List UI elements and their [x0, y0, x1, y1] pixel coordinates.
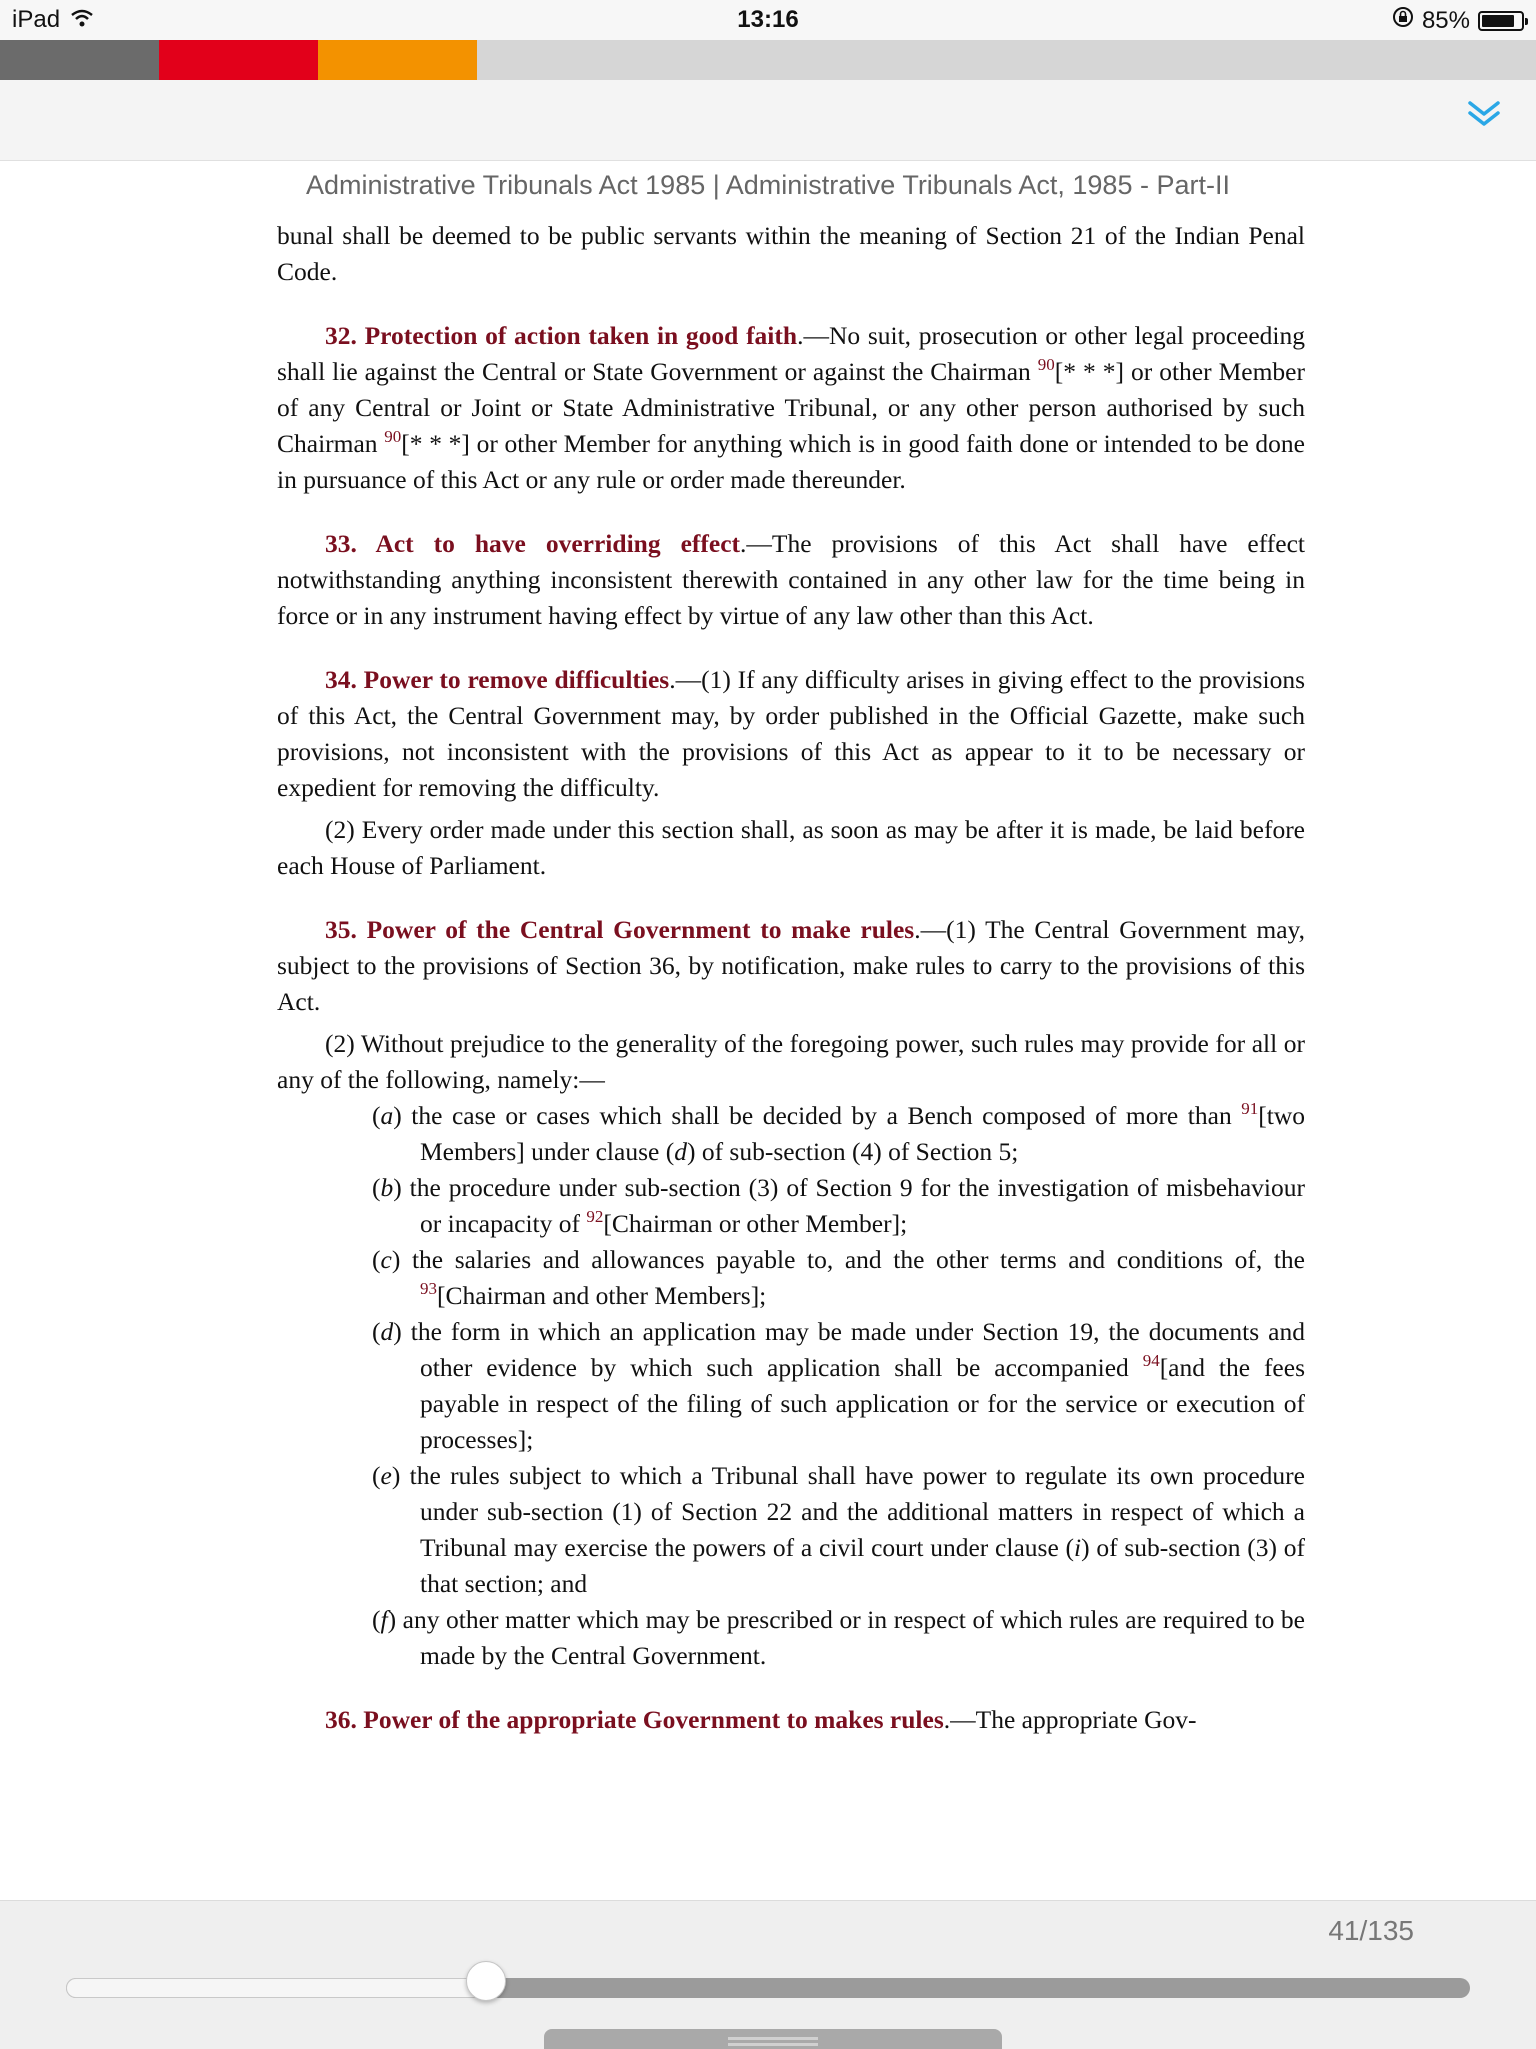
clock: 13:16 [737, 6, 799, 33]
clause-b: (b) the procedure under sub-section (3) of Section 9 for the investigation of misbehaviour or incapacity of $^{92}$[Chairman or other Member]; [372, 1173, 1305, 1238]
page-indicator: 41/135 [1328, 1915, 1414, 1946]
battery-icon [1478, 11, 1524, 31]
thumbnail-drawer-handle[interactable] [544, 2029, 1002, 2049]
tab-marker-red[interactable] [159, 40, 318, 80]
section-34-heading: 34. Power to remove difficulties [325, 665, 670, 694]
clause-e: (e) the rules subject to which a Tribunal shall have power to regulate its own procedure under sub-section (1) of Section 22 and the additional matters in respect of which a Tribunal may exercise the powers of a civil court under clause (i) of sub-section (3) of that section; and [372, 1461, 1305, 1598]
page-slider-thumb[interactable] [466, 1961, 506, 2001]
grip-icon [728, 2037, 818, 2040]
page-navigation-bar [0, 1900, 1536, 2049]
collapse-button[interactable] [1460, 90, 1508, 138]
clause-a: (a) the case or cases which shall be decided by a Bench composed of more than $^{91}$[two Members] under clause (d) of sub-section (4) of Section 5; [372, 1099, 1305, 1166]
footnote-ref-93[interactable]: 93 [420, 1279, 437, 1298]
section-35: 35. Power of the Central Government to make rules.—(1) The Central Government may, subject to the provisions of Section 36, by notification, make rules to carry to the provisions of this Act. [277, 915, 1305, 1016]
section-36: 36. Power of the appropriate Government to makes rules.—The appropriate Gov- [325, 1705, 1197, 1734]
tab-marker-orange[interactable] [318, 40, 477, 80]
page-slider-progress [66, 1978, 485, 1998]
clause-c: (c) the salaries and allowances payable to, and the other terms and conditions of, the $^{93}$[Chairman and other Members]; [372, 1245, 1305, 1310]
device-name: iPad [12, 6, 61, 33]
tab-marker-gray[interactable] [0, 40, 159, 80]
section-36-heading: 36. Power of the appropriate Government to makes rules [325, 1705, 944, 1734]
section-35-heading: 35. Power of the Central Government to make rules [325, 915, 915, 944]
section-33: 33. Act to have overriding effect.—The provisions of this Act shall have effect notwithstanding anything inconsistent therewith contained in any other law for the time being in force or in any instrument having effect by virtue of any law other than this Act. [277, 529, 1305, 630]
footnote-ref-92[interactable]: 92 [586, 1207, 604, 1226]
battery-percent: 85% [1421, 6, 1470, 34]
footnote-ref-90[interactable]: 90 [384, 427, 402, 446]
running-head: Administrative Tribunals Act 1985 | Administrative Tribunals Act, 1985 - Part-II [306, 170, 1230, 200]
page-slider[interactable] [66, 1978, 1470, 1998]
section-34-sub-2: (2) Every order made under this section shall, as soon as may be after it is made, be laid before each House of Parliament. [277, 815, 1305, 880]
section-32-heading: 32. Protection of action taken in good faith [325, 321, 798, 350]
footnote-ref-94[interactable]: 94 [1142, 1351, 1160, 1370]
footnote-ref-91[interactable]: 91 [1241, 1099, 1259, 1118]
document-page [277, 218, 1305, 1738]
section-35-sub-2: (2) Without prejudice to the generality of the foregoing power, such rules may provide for all or any of the following, namely:— [277, 1029, 1305, 1094]
section-32: 32. Protection of action taken in good faith.—No suit, prosecution or other legal proceeding shall lie against the Central or State Government or against the Chairman $^{90}$[* * *] or other Member of any Central or Joint or State Administrative Tribunal, or any other person authorised by such Chairman $^{90}$[* * *] or other Member for anything which is in good faith done or intended to be done in pursuance of this Act or any rule or order made thereunder. [277, 321, 1306, 494]
reader-header [0, 80, 1536, 161]
footnote-ref-90[interactable]: 90 [1037, 355, 1055, 374]
status-bar [0, 0, 1536, 40]
clause-f: (f) any other matter which may be prescribed or in respect of which rules are required to be made by the Central Government. [372, 1605, 1305, 1670]
section-33-heading: 33. Act to have overriding effect [325, 529, 740, 558]
double-chevron-down-icon [1466, 99, 1502, 129]
section-34: 34. Power to remove difficulties.—(1) If any difficulty arises in giving effect to the provisions of this Act, the Central Government may, by order published in the Official Gazette, make such provisions, not inconsistent with the provisions of this Act as appear to it to be necessary or expedient for removing the difficulty. [277, 665, 1305, 802]
color-tab-strip [0, 40, 1536, 80]
rotation-lock-icon [1392, 6, 1414, 35]
clause-d: (d) the form in which an application may be made under Section 19, the documents and other evidence by which such application shall be accompanied $^{94}$[and the fees payable in respect of the filing of such application or for the service or execution of processes]; [372, 1317, 1305, 1454]
carry-over-paragraph: bunal shall be deemed to be public servants within the meaning of Section 21 of the Indian Penal Code. [277, 221, 1305, 286]
